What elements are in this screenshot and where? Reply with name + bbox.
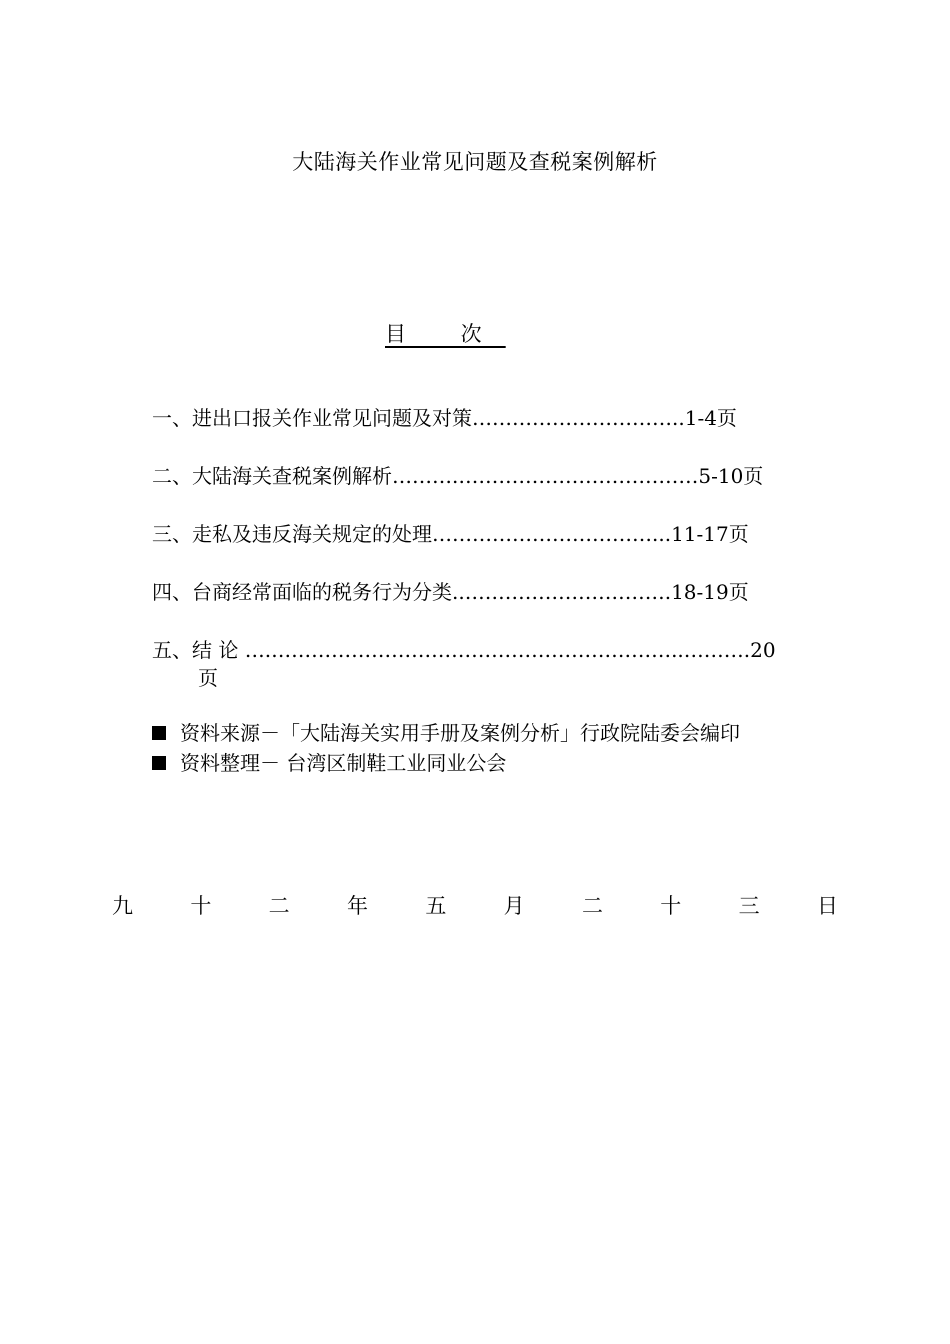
source-line: [152, 718, 740, 748]
toc-item-continuation: 页: [198, 666, 218, 690]
toc-item-text: 五、结 论 ….……………………………………………………..……….20: [152, 638, 776, 662]
date-char: 十: [660, 894, 682, 918]
toc-item-text: 三、走私及违反海关规定的处理……………………………...11-17页: [152, 522, 749, 546]
date-char: 二: [581, 894, 603, 918]
source-text: 资料来源－「大陆海关实用手册及案例分析」行政院陆委会编印: [180, 721, 740, 745]
date-char: 日: [816, 894, 838, 918]
date-char: 年: [346, 894, 368, 918]
toc-item[interactable]: [152, 462, 816, 520]
toc-item-text: 四、台商经常面临的税务行为分类..………………………….18-19页: [152, 580, 749, 604]
date-char: 十: [190, 894, 212, 918]
date-char: 五: [425, 894, 447, 918]
date-char: 三: [738, 894, 760, 918]
toc-item[interactable]: [152, 520, 816, 578]
toc-item[interactable]: [152, 404, 816, 462]
document-date: [112, 890, 838, 920]
source-text: 资料整理－ 台湾区制鞋工业同业公会: [180, 751, 507, 775]
square-bullet-icon: [152, 756, 166, 770]
table-of-contents: [152, 404, 816, 692]
source-notes: [152, 718, 740, 778]
date-char: 二: [268, 894, 290, 918]
toc-item[interactable]: [152, 578, 816, 636]
toc-heading: 目 次: [385, 322, 506, 346]
toc-item[interactable]: [152, 636, 816, 692]
date-char: 月: [503, 894, 525, 918]
date-char: 九: [112, 894, 133, 918]
document-title: 大陆海关作业常见问题及查税案例解析: [292, 150, 658, 174]
square-bullet-icon: [152, 726, 166, 740]
toc-item-text: 二、大陆海关查税案例解析……….………………………………5-10页: [152, 464, 764, 488]
toc-item-text: 一、进出口报关作业常见问题及对策…………………………..1-4页: [152, 406, 737, 430]
source-line: [152, 748, 740, 778]
